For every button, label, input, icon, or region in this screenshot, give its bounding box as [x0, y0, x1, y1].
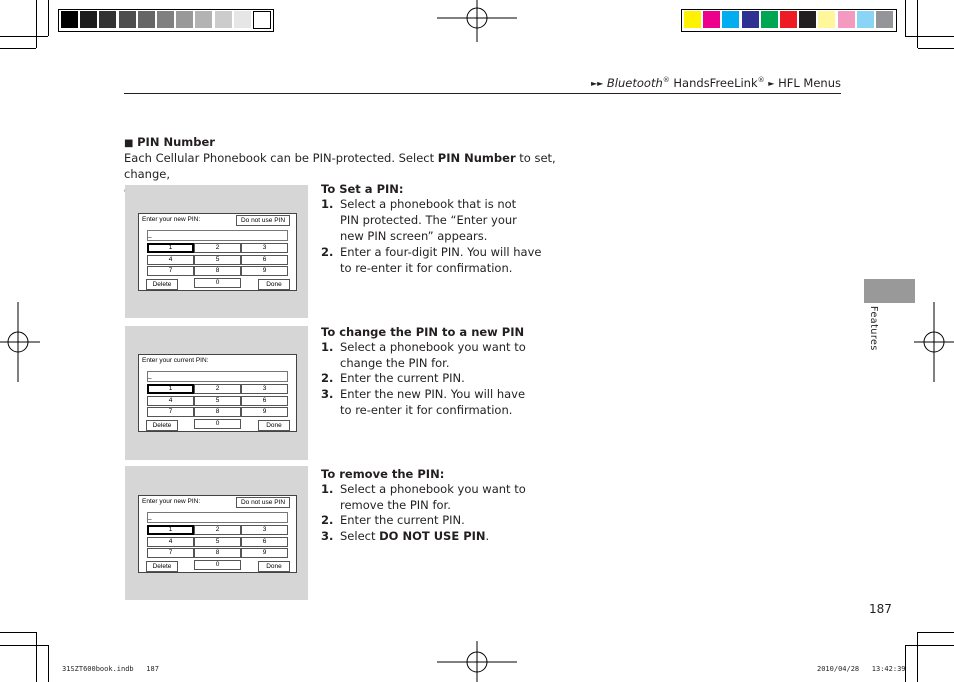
key-2[interactable]: 2 — [194, 384, 241, 394]
key-2[interactable]: 2 — [194, 243, 241, 253]
gray-swatch — [138, 11, 155, 28]
breadcrumb-hfl-menus: HFL Menus — [774, 75, 841, 90]
key-3[interactable]: 3 — [241, 243, 288, 253]
key-5[interactable]: 5 — [194, 396, 241, 406]
gray-swatch — [61, 11, 78, 28]
key-7[interactable]: 7 — [147, 548, 194, 558]
color-swatch — [780, 11, 797, 28]
screen-change-pin — [138, 354, 297, 432]
screenshot-set-pin — [125, 185, 308, 318]
color-swatch — [876, 11, 893, 28]
gray-swatch — [234, 11, 251, 28]
screenshot-remove-pin — [125, 466, 308, 600]
key-8[interactable]: 8 — [194, 548, 241, 558]
step-2: 2. Enter the current PIN. — [321, 513, 465, 527]
color-swatch — [838, 11, 855, 28]
step-2: 2. Enter a four-digit PIN. You will have to re-enter it for confirmation. — [321, 245, 542, 275]
screen-title: Enter your new PIN: — [142, 216, 201, 223]
step-1: 1. Select a phonebook you want to change the PIN for. — [321, 340, 526, 370]
key-6[interactable]: 6 — [241, 537, 288, 547]
registration-mark-right — [914, 302, 954, 382]
delete-button[interactable]: Delete — [146, 420, 178, 431]
pin-input[interactable]: _ — [147, 230, 288, 241]
section-intro: Each Cellular Phonebook can be PIN-protected. Select PIN Number to set, change, — [124, 151, 556, 181]
key-9[interactable]: 9 — [241, 407, 288, 417]
key-7[interactable]: 7 — [147, 407, 194, 417]
grayscale-color-bar — [58, 9, 274, 32]
key-4[interactable]: 4 — [147, 396, 194, 406]
header-rule — [124, 93, 841, 94]
registration-mark-top — [437, 0, 517, 42]
pin-input[interactable]: _ — [147, 371, 288, 382]
color-swatch — [742, 11, 759, 28]
gray-swatch — [157, 11, 174, 28]
key-8[interactable]: 8 — [194, 266, 241, 276]
key-5[interactable]: 5 — [194, 255, 241, 265]
key-6[interactable]: 6 — [241, 396, 288, 406]
gray-swatch — [215, 11, 232, 28]
page-number: 187 — [869, 602, 892, 616]
screenshot-change-pin — [125, 326, 308, 460]
delete-button[interactable]: Delete — [146, 561, 178, 572]
breadcrumb-handsfreelink: HandsFreeLink — [669, 75, 758, 90]
heading-change-pin: To change the PIN to a new PIN — [321, 325, 525, 339]
done-button[interactable]: Done — [258, 279, 290, 290]
color-swatch — [857, 11, 874, 28]
features-tab-marker — [864, 279, 915, 303]
footer-timestamp: 2010/04/28 13:42:39 — [817, 665, 906, 673]
done-button[interactable]: Done — [258, 420, 290, 431]
gray-swatch — [195, 11, 212, 28]
color-swatch — [684, 11, 701, 28]
do-not-use-pin-button[interactable]: Do not use PIN — [236, 215, 290, 226]
gray-swatch — [253, 11, 271, 29]
gray-swatch — [99, 11, 116, 28]
heading-remove-pin: To remove the PIN: — [321, 467, 445, 481]
screen-set-pin — [138, 213, 297, 291]
key-3[interactable]: 3 — [241, 525, 288, 535]
key-4[interactable]: 4 — [147, 537, 194, 547]
screen-remove-pin — [138, 495, 297, 573]
features-tab-label: Features — [868, 306, 879, 351]
key-1[interactable]: 1 — [147, 243, 194, 253]
gray-swatch — [119, 11, 136, 28]
color-swatch — [818, 11, 835, 28]
key-7[interactable]: 7 — [147, 266, 194, 276]
screen-title: Enter your new PIN: — [142, 498, 201, 505]
key-0[interactable]: 0 — [194, 419, 241, 429]
screen-title: Enter your current PIN: — [142, 357, 209, 364]
done-button[interactable]: Done — [258, 561, 290, 572]
key-0[interactable]: 0 — [194, 560, 241, 570]
section-title: ■ PIN Number — [124, 135, 215, 149]
breadcrumb-bluetooth: Bluetooth — [606, 75, 663, 90]
key-1[interactable]: 1 — [147, 384, 194, 394]
heading-set-pin: To Set a PIN: — [321, 182, 404, 196]
pin-input[interactable]: _ — [147, 512, 288, 523]
gray-swatch — [80, 11, 97, 28]
color-swatch — [722, 11, 739, 28]
key-5[interactable]: 5 — [194, 537, 241, 547]
process-color-bar — [681, 9, 897, 32]
step-3: 3. Enter the new PIN. You will have to re-enter it for confirmation. — [321, 387, 526, 417]
breadcrumb-arrow-icon: ►► — [590, 78, 604, 88]
color-swatch — [703, 11, 720, 28]
breadcrumb-arrow-icon: ► — [768, 78, 775, 88]
key-9[interactable]: 9 — [241, 548, 288, 558]
key-6[interactable]: 6 — [241, 255, 288, 265]
delete-button[interactable]: Delete — [146, 279, 178, 290]
registration-mark-left — [0, 302, 40, 382]
color-swatch — [761, 11, 778, 28]
step-1: 1. Select a phonebook you want to remove the PIN for. — [321, 482, 526, 512]
key-3[interactable]: 3 — [241, 384, 288, 394]
do-not-use-pin-button[interactable]: Do not use PIN — [236, 497, 290, 508]
step-3: 3. Select DO NOT USE PIN. — [321, 529, 490, 543]
color-swatch — [799, 11, 816, 28]
key-2[interactable]: 2 — [194, 525, 241, 535]
key-4[interactable]: 4 — [147, 255, 194, 265]
key-0[interactable]: 0 — [194, 278, 241, 288]
step-1: 1. Select a phonebook that is not PIN protected. The “Enter your new PIN screen” appears. — [321, 197, 517, 243]
registration-mark-bottom — [437, 641, 517, 682]
footer-file: 31SZT600book.indb 187 — [62, 665, 159, 673]
breadcrumb: ►► Bluetooth® HandsFreeLink® ► HFL Menus — [590, 75, 841, 90]
key-8[interactable]: 8 — [194, 407, 241, 417]
step-2: 2. Enter the current PIN. — [321, 371, 465, 385]
key-9[interactable]: 9 — [241, 266, 288, 276]
key-1[interactable]: 1 — [147, 525, 194, 535]
gray-swatch — [176, 11, 193, 28]
